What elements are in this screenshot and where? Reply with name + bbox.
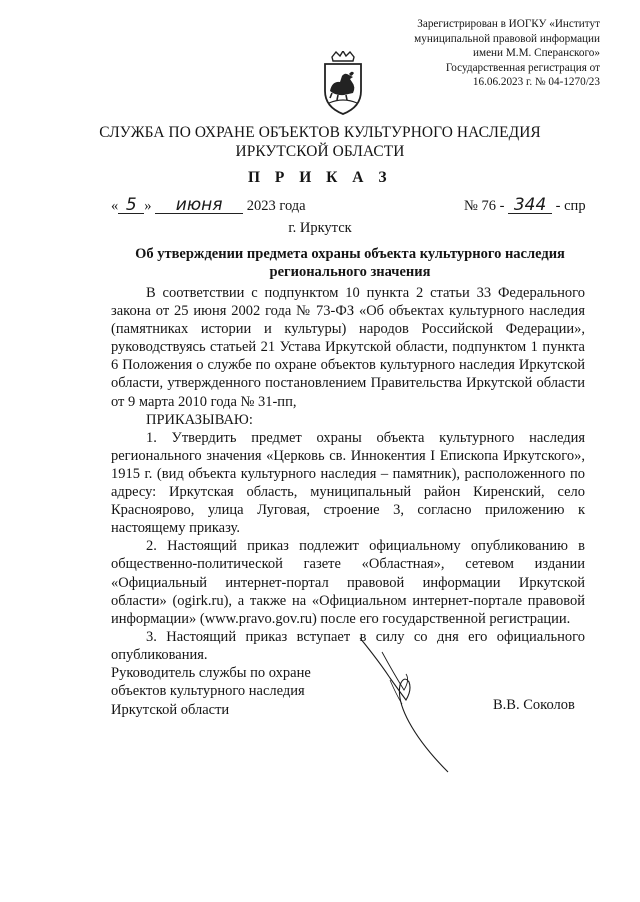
agency-name-line: СЛУЖБА ПО ОХРАНЕ ОБЪЕКТОВ КУЛЬТУРНОГО НАСЛЕДИЯ xyxy=(99,124,541,141)
order-item-2: 2. Настоящий приказ подлежит официальному опубликованию в общественно-политической газете «Областная», сетевом издании «Официальный интернет-портал правовой информации Иркутской области» (ogirk.ru), а также на «Официальном интернет-портале правовой информации» (www.pravo.gov.ru) после его государственной регистрации. xyxy=(111,538,585,627)
date-open-quote: « xyxy=(111,198,119,214)
date-year: 2023 года xyxy=(246,198,306,214)
document-title xyxy=(110,245,590,281)
order-number xyxy=(464,197,586,215)
handwritten-signature xyxy=(330,630,480,780)
registration-line: Зарегистрирован в ИОГКУ «Институт xyxy=(417,18,600,30)
document-body xyxy=(111,284,585,664)
date-close-quote: » xyxy=(144,198,152,214)
irkutsk-coat-of-arms-icon xyxy=(318,51,368,117)
order-item-3: 3. Настоящий приказ вступает в силу со дня его официального опубликования. xyxy=(111,628,585,663)
agency-name-line: ИРКУТСКОЙ ОБЛАСТИ xyxy=(235,143,405,160)
number-value: 344 xyxy=(508,197,552,214)
registration-line: имени М.М. Сперанского» xyxy=(473,47,600,60)
agency-name xyxy=(40,123,600,161)
signer-position-line: объектов культурного наследия xyxy=(111,683,305,700)
number-prefix: № 76 - xyxy=(464,198,505,214)
registration-line: Государственная регистрация от xyxy=(445,61,600,74)
date-month: июня xyxy=(155,197,243,214)
title-line: Об утверждении предмета охраны объекта культурного наследия xyxy=(135,246,565,262)
signer-name: В.В. Соколов xyxy=(493,697,575,713)
number-suffix: - спр xyxy=(555,198,586,214)
order-item-1: 1. Утвердить предмет охраны объекта культурного наследия регионального значения «Церковь св. Иннокентия I Епископа Иркутского», 1915 г. (вид объекта культурного наследия – памятник), расположенного по адресу: Иркутская область, муниципальный район Киренский, село Красноярово, улица Луговая, строение 3, согласно приложению к настоящему приказу. xyxy=(111,429,585,537)
signer-position-line: Руководитель службы по охране xyxy=(111,665,311,681)
signer-position xyxy=(111,664,311,719)
date-day: 5 xyxy=(118,197,144,214)
preamble-paragraph: В соответствии с подпунктом 10 пункта 2 статьи 33 Федерального закона от 25 июня 2002 года № 73-ФЗ «Об объектах культурного наследия (памятниках истории и культуры) народов Российской Федерации», руководствуясь статьей 21 Устава Иркутской области, подпунктом 1 пункта 6 Положения о службе по охране объектов культурного наследия Иркутской области, утвержденного постановлением Правительства Иркутской области от 9 марта 2010 года № 31-пп, xyxy=(111,285,585,410)
order-word: ПРИКАЗЫВАЮ: xyxy=(146,411,253,428)
registration-note xyxy=(360,17,600,90)
title-line: регионального значения xyxy=(269,264,431,280)
signer-position-line: Иркутской области xyxy=(111,701,230,718)
document-type: П Р И К А З xyxy=(247,169,393,186)
city: г. Иркутск xyxy=(288,220,352,236)
registration-line: муниципальной правовой информации xyxy=(414,32,600,45)
order-date xyxy=(111,197,306,215)
registration-line: 16.06.2023 г. № 04-1270/23 xyxy=(472,76,600,89)
